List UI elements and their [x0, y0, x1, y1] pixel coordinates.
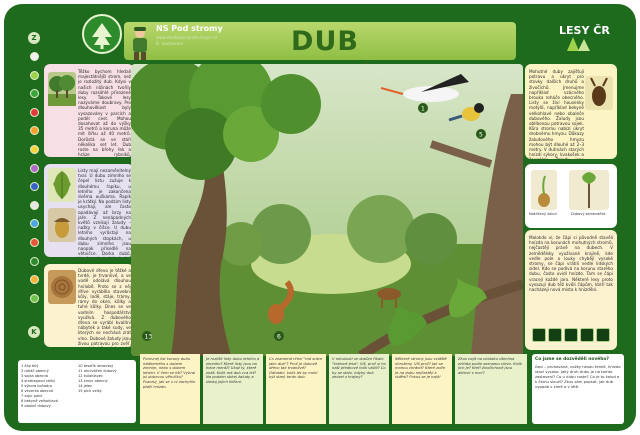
summary-text: čapí – pruhovaná, nožky nesou tenké, hnízdo staví vysoko. Jaký druh dubu je na tomto zastavení? Co u dubu roste? Co je to žalud a k čemu slouží? Zkus sám popsat, jak dub vypadá v zimě a v létě. [535, 364, 621, 389]
end-marker: K [28, 326, 40, 338]
header [4, 4, 636, 62]
activity-icon-5 [596, 328, 610, 342]
summary-title: Co jsme se dozvěděli nového? [535, 357, 609, 362]
question-box-2: Je rozlišit listy dubu letního a zimního? Které listy jsou na fotce menší? Ukaž ty, které znáš. Kolik má dub cca let? Na podzim sbírej žaludy a sleduj jejich klíčení. [203, 354, 263, 424]
trail-stop-dot [30, 71, 39, 80]
question-box-4: V minulosti se dubům říkalo "králové lesa". Víš, proč si ho naši předkové tolik vážili? Co by se stalo, kdyby dub zmizel z krajiny? [329, 354, 389, 424]
trail-stop-dot [30, 219, 39, 228]
trail-logo [82, 14, 122, 54]
oak-forest-image [48, 72, 76, 106]
trail-stops [30, 52, 40, 312]
trail-stop-dot [30, 294, 39, 303]
legend-item: 12 kulohlavec [78, 374, 103, 378]
forester-figure [127, 26, 153, 60]
legend-item: 4 strakapoud velký [21, 379, 56, 383]
oak-forest-scene [131, 64, 523, 356]
trail-stop-dot [30, 164, 39, 173]
legend-item: 2 roháč obecný [21, 369, 49, 373]
legend-item: 3 sojka obecná [21, 374, 49, 378]
question-box-5: Některé stromy jsou zvláště ohroženy. Víš proč? Jak se mohou chránit? Které zvíře je na dubu nejčastěji k vidění? Pokus se je najít! [392, 354, 452, 424]
sprouted-acorn-image [531, 170, 557, 210]
legend-item: 5 sýkora koňadra [21, 384, 52, 388]
leaves-text: Listy mají nezaměnitelný tvar. U dubu zimního se čepel listu zužuje k dlouhému řapíku, u letního je zakončena dvěma ouškama. Řapík je krátký. Na podzim listy usychají, ale často opadávají až brzy na jaře. Z nenápadných květů vznikají žaludy – nažky v číšce. U dubu letního vyrůstají na dlouhých stopkách, u dubu zimního jsou naopak přisedlé na větvičce. Dorka dubů, [78, 168, 131, 257]
activity-icons [532, 328, 620, 344]
trail-stop: 8. zastavení [156, 42, 184, 47]
legend-item: 14 jelen [78, 384, 93, 388]
acorn-image [48, 208, 76, 242]
stag-beetle-image [585, 76, 613, 110]
panel-description [44, 64, 134, 157]
brand-trees-icon [567, 37, 591, 53]
trail-stop-dot [30, 238, 39, 247]
activity-icon-3 [564, 328, 578, 342]
legend-item: 1 čáp bílý [21, 364, 39, 368]
trail-url[interactable]: www.stezkykonopiste.lesycr.cz [156, 35, 218, 40]
svg-text:6: 6 [277, 333, 281, 341]
tree-icon [90, 21, 114, 49]
legend-item: 15 plch velký [78, 389, 102, 393]
activity-icon-4 [580, 328, 594, 342]
trail-stop-dot [30, 182, 39, 191]
activity-icon-1 [532, 328, 546, 342]
panel-animals [525, 64, 617, 159]
legend-column-1 [21, 364, 77, 409]
trail-stop-dot [30, 126, 39, 135]
panel-leaves [44, 164, 134, 257]
svg-text:1: 1 [421, 105, 425, 113]
wood-image [48, 270, 76, 304]
information-board [4, 4, 636, 431]
storks-text: Malokdo ví, že čápi si původně stavěli hnízda na korunách mohutných stromů, nejčastěji právě na dubech. V zemědělsky využívané krajině, kde vedle pole a louky chybějí vysoké stromy, se čápi vrátili vedle lidských sídel. Kdo se podívá na korunu starého dubu, často uvidí hnízdo. Tam se čápi vracejí každé jaro. Některé lesy proto vysazují dub též kvůli čápům, kteří tak nacházejí nová místa k hnízdění. [529, 235, 613, 293]
svg-text:5: 5 [479, 131, 483, 139]
legend-column-2 [78, 364, 134, 394]
brand-name: LESY ČR [559, 24, 610, 37]
oak-leaf-image [48, 168, 76, 202]
page-title: DUB [291, 26, 359, 57]
legend-item: 9 obaleč dubový [21, 404, 51, 408]
activity-icon-2 [548, 328, 562, 342]
panel-seedlings [525, 164, 617, 228]
legend-item: 13 srnec obecný [78, 379, 108, 383]
summary-box [532, 354, 624, 424]
question-box-1: Porovnej list koruny dubu nádherného s dubem zimním, nebo s dubem letním. V čem se liší? Vybral jsi dubovou větvičku? Pozoruj, jak se v ní zachytilo ptačí hnízdo. [140, 354, 200, 424]
trail-stop-dot [30, 201, 39, 210]
legend-item: 11 ohniváček dubový [78, 369, 117, 373]
panel-wood [44, 264, 134, 347]
trail-stop-dot [30, 89, 39, 98]
trail-stop-dot [30, 145, 39, 154]
trail-stop-dot [30, 275, 39, 284]
trail-title: NS Pod stromy [156, 24, 223, 33]
question-box-3: Co znamená rčení "má srdce jako dub"? Proč je dubové dřevo tak trvanlivé? Odhadni, kolik let by mohl být starý tento dub. [266, 354, 326, 424]
trail-stop-dot [30, 52, 39, 61]
trail-stop-dot [30, 108, 39, 117]
svg-text:13: 13 [144, 333, 153, 341]
oak-seedling-label: Dubový semenáček [571, 212, 606, 216]
bottom-section [4, 354, 636, 431]
legend-item: 10 tesařík obrovský [78, 364, 114, 368]
trail-stop-dot [30, 257, 39, 266]
question-box-6: Zkus najít na obrázku všechna zvířata podle seznamu vlevo. Kolik jich je? Kteří živočichové jsou aktivní v noci? [455, 354, 527, 424]
animals-text: Mohutné duby zajišťují potravu a úkryt pro stovky dalších druhů a živočichů. Jmenujme například vzácného brouka roháče obecného. Listy se živí housenky motýlů, například bekyně velkohlavé nebo obaleče dubového. Žaludy jsou oblíbenou potravou sojek. Kůra stromu nabízí úkryt drobnému hmyzu. Důkazy žaludového hmyzu mohou být dlouhé až 2–3 metry. V dutinách starých hnízdí sýkory, kvakošek a [529, 69, 584, 158]
legend-item: 6 veverka obecná [21, 389, 54, 393]
trail-info [156, 24, 240, 58]
oak-seedling-image [569, 170, 609, 210]
species-legend [18, 360, 136, 423]
wood-text: Dubové dřevo je těžké a tvrdé, je trvanlivé, a ve vodě odolává dlouhou hnilobě. Proto se z něj dříve vyráběla stavební kůly, lodě, stáje, trámy, rámy do oken, kůlky a tuhé kůlky. Dnes se ve vodním hospodářství využívá. Z dubového dřeva se vyrábí kvalitní nábytek a také sudy, ve kterých se nechává zrát víno. Dubové žaludy jsou živou potravou pro zvěř, [78, 268, 131, 346]
start-marker: Z [28, 32, 40, 44]
description-text: Těžko bychom hledali majestátnější strom, než je rozložitý dub. Kdysi v našich nížinách tvořily duby rozsáhlé přirozené lesy. Takové lesy nazýváme doubravy. Pro dlouhověkost byly vysazovány v parcích a podél cest. Mohou dosahovat až do výšky 35 metrů a koruna může mít šířku až 40 metrů. Dorůstá se ve stáří několika set let. Dub roste na břehy řek a hráze rybníků. [78, 69, 131, 157]
legend-item: 7 zajíc polní [21, 394, 43, 398]
sprouted-acorn-label: Naklíčený žalud [529, 212, 557, 216]
legend-item: 8 bekyně velkohlavá [21, 399, 58, 403]
